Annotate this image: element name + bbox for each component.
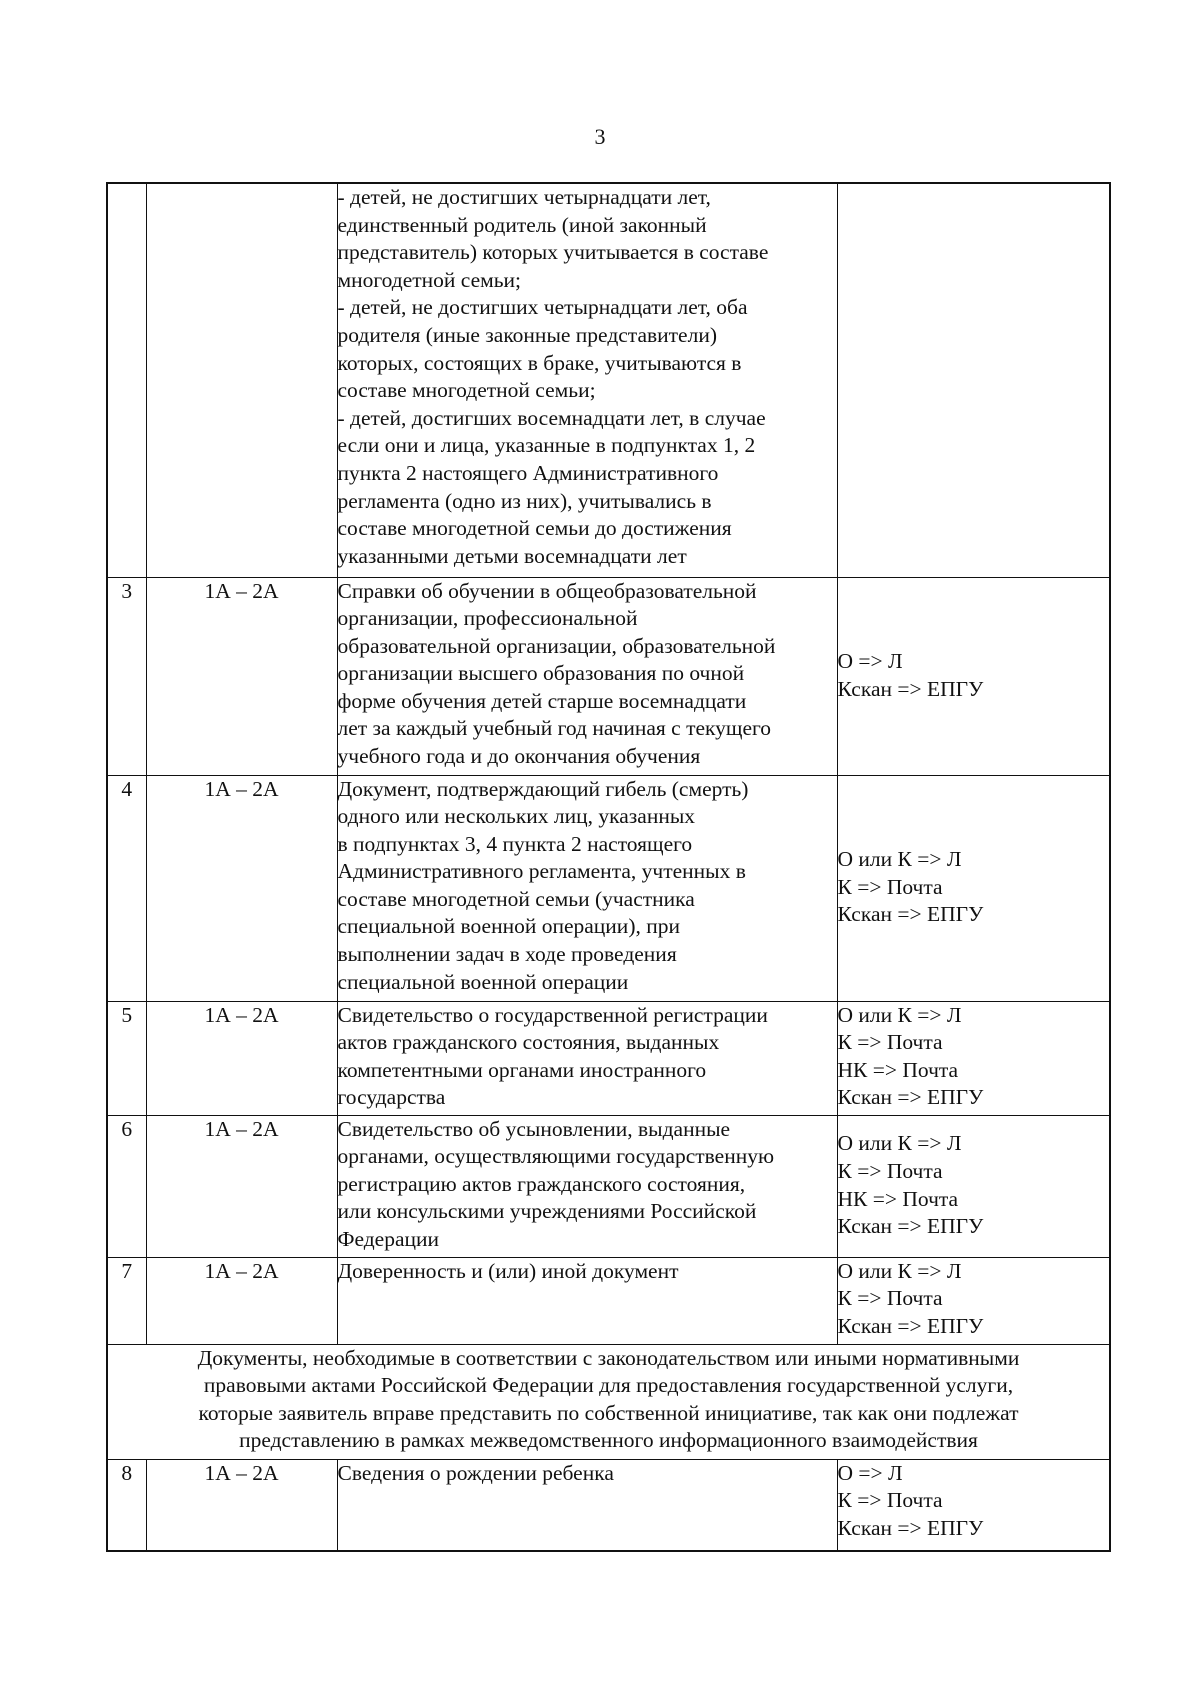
text-line: которых, состоящих в браке, учитываются в xyxy=(337,350,742,375)
text-line: - детей, достигших восемнадцати лет, в случае xyxy=(337,405,766,430)
text-line: представитель) которых учитывается в составе xyxy=(337,240,769,265)
text-line: Документ, подтверждающий гибель (смерть) xyxy=(337,776,749,801)
document-description-cell xyxy=(337,183,837,577)
method-line: О => Л xyxy=(837,648,903,673)
method-line: НК => Почта xyxy=(837,1186,959,1211)
text-line: составе многодетной семьи до достижения xyxy=(337,516,732,541)
text-line: организации, профессиональной xyxy=(337,606,638,631)
text-line: Сведения о рождении ребенка xyxy=(337,1460,614,1485)
method-line: О => Л xyxy=(837,1460,903,1485)
section-header-line: Документы, необходимые в соответствии с законодательством или иными нормативными xyxy=(197,1345,1020,1370)
row-number-cell: 6 xyxy=(107,1115,146,1257)
category-code-cell: 1А – 2А xyxy=(146,1257,337,1344)
document-description-cell xyxy=(337,1115,837,1257)
text-line: регламента (одно из них), учитывались в xyxy=(337,488,712,513)
method-line: К => Почта xyxy=(837,1286,943,1311)
row-number-cell: 7 xyxy=(107,1257,146,1344)
text-line: Федерации xyxy=(337,1226,440,1251)
table-row xyxy=(107,1115,1110,1257)
method-line: Кскан => ЕПГУ xyxy=(837,676,984,701)
method-line: О или К => Л xyxy=(837,1258,962,1283)
text-line: выполнении задач в ходе проведения xyxy=(337,942,677,967)
text-line: регистрацию актов гражданского состояния, xyxy=(337,1171,746,1196)
text-line: единственный родитель (иной законный xyxy=(337,212,707,237)
text-line: родителя (иные законные представители) xyxy=(337,322,717,347)
category-code-cell xyxy=(146,183,337,577)
text-line: если они и лица, указанные в подпунктах 1, 2 xyxy=(337,433,756,458)
method-line: Кскан => ЕПГУ xyxy=(837,902,984,927)
page-number: 3 xyxy=(594,124,606,149)
category-code-cell: 1А – 2А xyxy=(146,577,337,775)
text-line: органами, осуществляющими государственную xyxy=(337,1144,775,1169)
method-line: О или К => Л xyxy=(837,847,962,872)
submission-method-cell xyxy=(837,577,1110,775)
text-line: Свидетельство о государственной регистрации xyxy=(337,1002,768,1027)
table-row xyxy=(107,577,1110,775)
submission-method-cell xyxy=(837,1001,1110,1115)
method-line: Кскан => ЕПГУ xyxy=(837,1313,984,1338)
table-row xyxy=(107,775,1110,1001)
submission-method-cell xyxy=(837,1257,1110,1344)
text-line: Свидетельство об усыновлении, выданные xyxy=(337,1116,731,1141)
documents-table xyxy=(106,182,1111,1552)
method-line: Кскан => ЕПГУ xyxy=(837,1085,984,1110)
submission-method-cell xyxy=(837,183,1110,577)
text-line: составе многодетной семьи (участника xyxy=(337,886,695,911)
method-line: О или К => Л xyxy=(837,1131,962,1156)
text-line: образовательной организации, образовательной xyxy=(337,633,776,658)
submission-method-cell xyxy=(837,775,1110,1001)
table-row xyxy=(107,1001,1110,1115)
category-code-cell: 1А – 2А xyxy=(146,775,337,1001)
text-line: или консульскими учреждениями Российской xyxy=(337,1199,757,1224)
text-line: в подпунктах 3, 4 пункта 2 настоящего xyxy=(337,831,693,856)
row-number-cell: 3 xyxy=(107,577,146,775)
method-line: К => Почта xyxy=(837,1030,943,1055)
section-header-line: представлению в рамках межведомственного информационного взаимодействия xyxy=(239,1428,978,1453)
method-line: О или К => Л xyxy=(837,1002,962,1027)
method-line: Кскан => ЕПГУ xyxy=(837,1515,984,1540)
section-header-cell xyxy=(107,1344,1110,1459)
document-description-cell xyxy=(337,1257,837,1344)
row-number-cell: 5 xyxy=(107,1001,146,1115)
table-row xyxy=(107,1257,1110,1344)
method-line: Кскан => ЕПГУ xyxy=(837,1214,984,1239)
submission-method-cell xyxy=(837,1459,1110,1551)
text-line: многодетной семьи; xyxy=(337,267,522,292)
text-line: учебного года и до окончания обучения xyxy=(337,744,701,769)
document-description-cell xyxy=(337,1459,837,1551)
category-code-cell: 1А – 2А xyxy=(146,1459,337,1551)
text-line: Справки об обучении в общеобразовательной xyxy=(337,578,757,603)
text-line: государства xyxy=(337,1085,446,1110)
text-line: - детей, не достигших четырнадцати лет, оба xyxy=(337,295,748,320)
text-line: пункта 2 настоящего Административного xyxy=(337,460,719,485)
text-line: компетентными органами иностранного xyxy=(337,1057,707,1082)
text-line: специальной военной операции xyxy=(337,969,629,994)
text-line: составе многодетной семьи; xyxy=(337,378,596,403)
text-line: специальной военной операции), при xyxy=(337,914,680,939)
method-line: К => Почта xyxy=(837,874,943,899)
method-line: НК => Почта xyxy=(837,1057,959,1082)
text-line: одного или нескольких лиц, указанных xyxy=(337,804,696,829)
row-number-cell: 4 xyxy=(107,775,146,1001)
table-row-continuation xyxy=(107,183,1110,577)
document-description-cell xyxy=(337,577,837,775)
submission-method-cell xyxy=(837,1115,1110,1257)
method-line: К => Почта xyxy=(837,1488,943,1513)
text-line: актов гражданского состояния, выданных xyxy=(337,1030,720,1055)
category-code-cell: 1А – 2А xyxy=(146,1001,337,1115)
section-header-row xyxy=(107,1344,1110,1459)
text-line: форме обучения детей старше восемнадцати xyxy=(337,688,747,713)
row-number-cell: 8 xyxy=(107,1459,146,1551)
document-description-cell xyxy=(337,775,837,1001)
category-code-cell: 1А – 2А xyxy=(146,1115,337,1257)
document-description-cell xyxy=(337,1001,837,1115)
section-header-line: которые заявитель вправе представить по собственной инициативе, так как они подлежат xyxy=(198,1400,1019,1425)
text-line: Доверенность и (или) иной документ xyxy=(337,1258,679,1283)
text-line: организации высшего образования по очной xyxy=(337,661,745,686)
section-header-line: правовыми актами Российской Федерации для предоставления государственной услуги, xyxy=(203,1373,1014,1398)
row-number-cell xyxy=(107,183,146,577)
text-line: - детей, не достигших четырнадцати лет, xyxy=(337,185,711,209)
method-line: К => Почта xyxy=(837,1158,943,1183)
text-line: Административного регламента, учтенных в xyxy=(337,859,746,884)
text-line: указанными детьми восемнадцати лет xyxy=(337,543,687,568)
table-row xyxy=(107,1459,1110,1551)
text-line: лет за каждый учебный год начиная с текущего xyxy=(337,716,772,741)
